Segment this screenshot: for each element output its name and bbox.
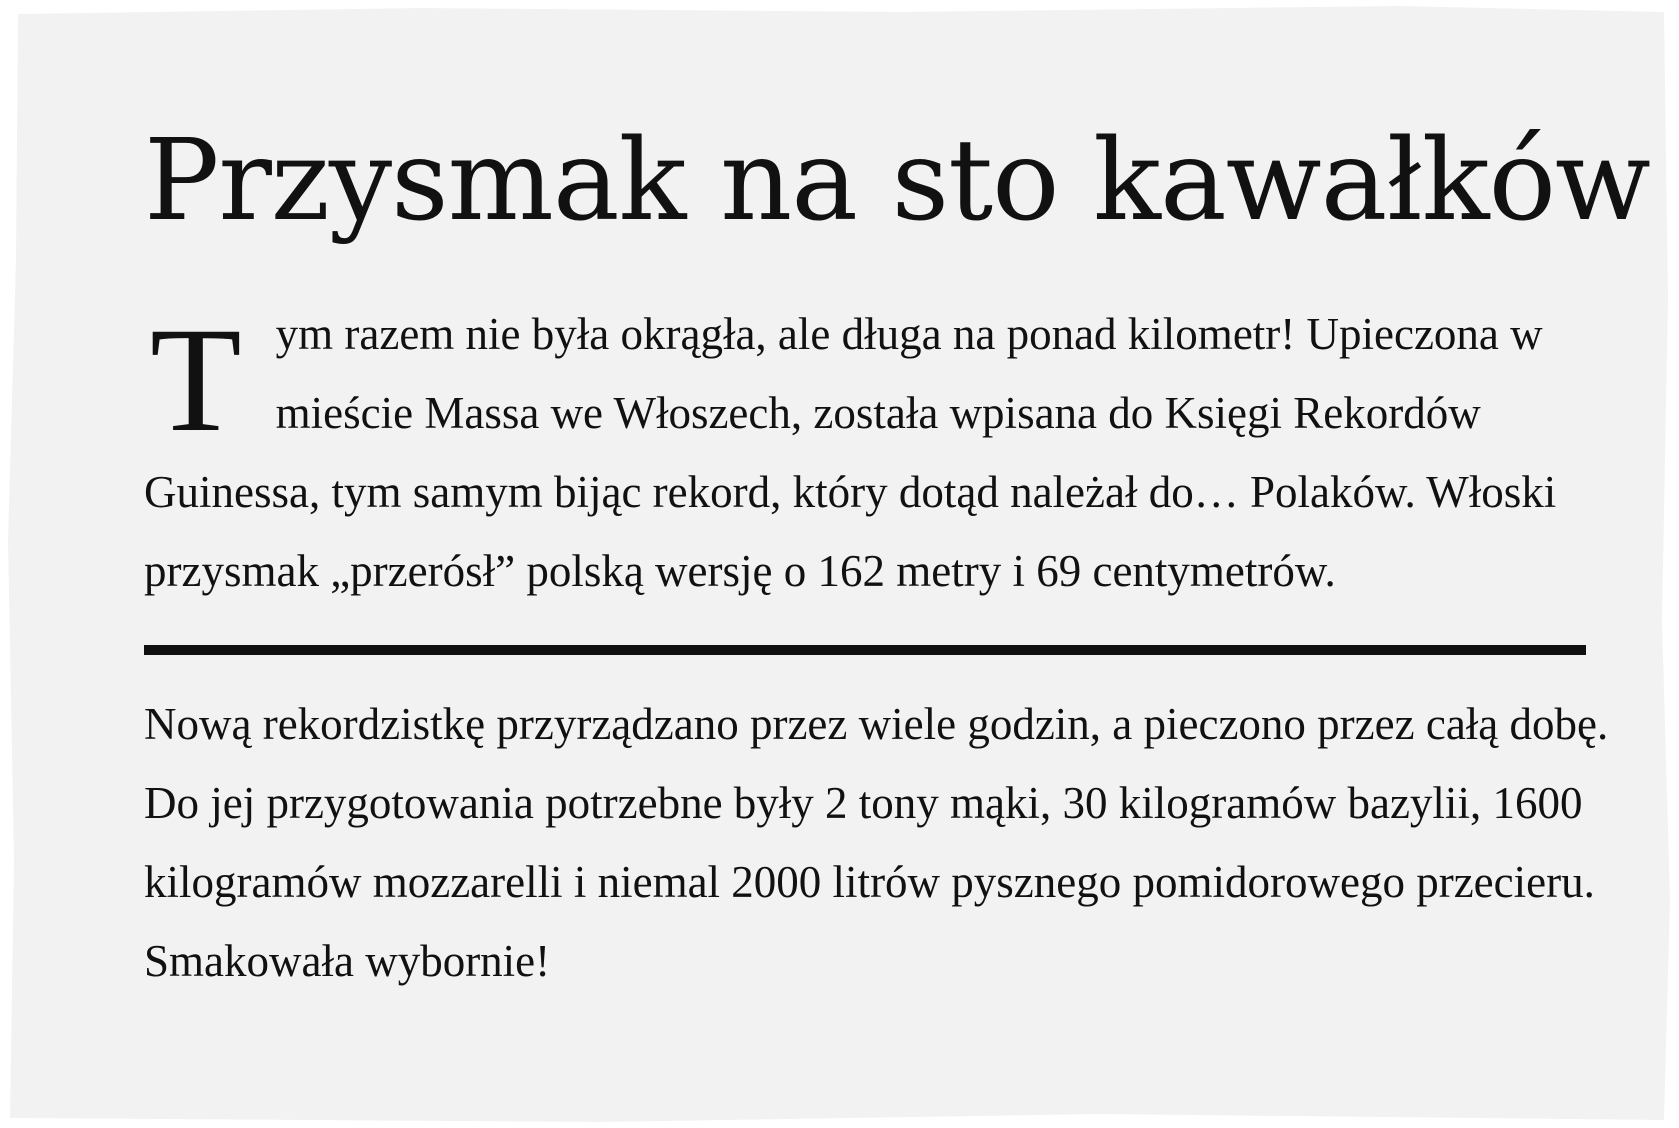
article-paragraph-2: Nową rekordzistkę przyrządzano przez wiele godzin, a pieczono przez całą dobę. Do jej przygotowania potrzebne były 2 tony mąki, 30 kilogramów bazylii, 1600 kilogramów mozzarelli i niemal 2000 litrów pysznego pomidorowego przecieru. Smakowała wybornie! — [144, 699, 1609, 987]
drop-cap: T — [150, 297, 242, 464]
paragraph-1-text: ym razem nie była okrągła, ale długa na ponad kilometr! Upieczona w mieście Massa we Włoszech, została wpisana do Księgi Rekordów Guinessa, tym samym bijąc rekord, który dotąd należał do… Polaków. Włoski przysmak „przerósł” polską wersję o 162 metry i 69 centymetrów. — [144, 309, 1557, 597]
article — [144, 116, 1650, 1001]
article-title: Przysmak na sto kawałków — [144, 116, 1650, 246]
section-divider — [144, 645, 1586, 655]
article-paragraph-1 — [144, 295, 1614, 611]
